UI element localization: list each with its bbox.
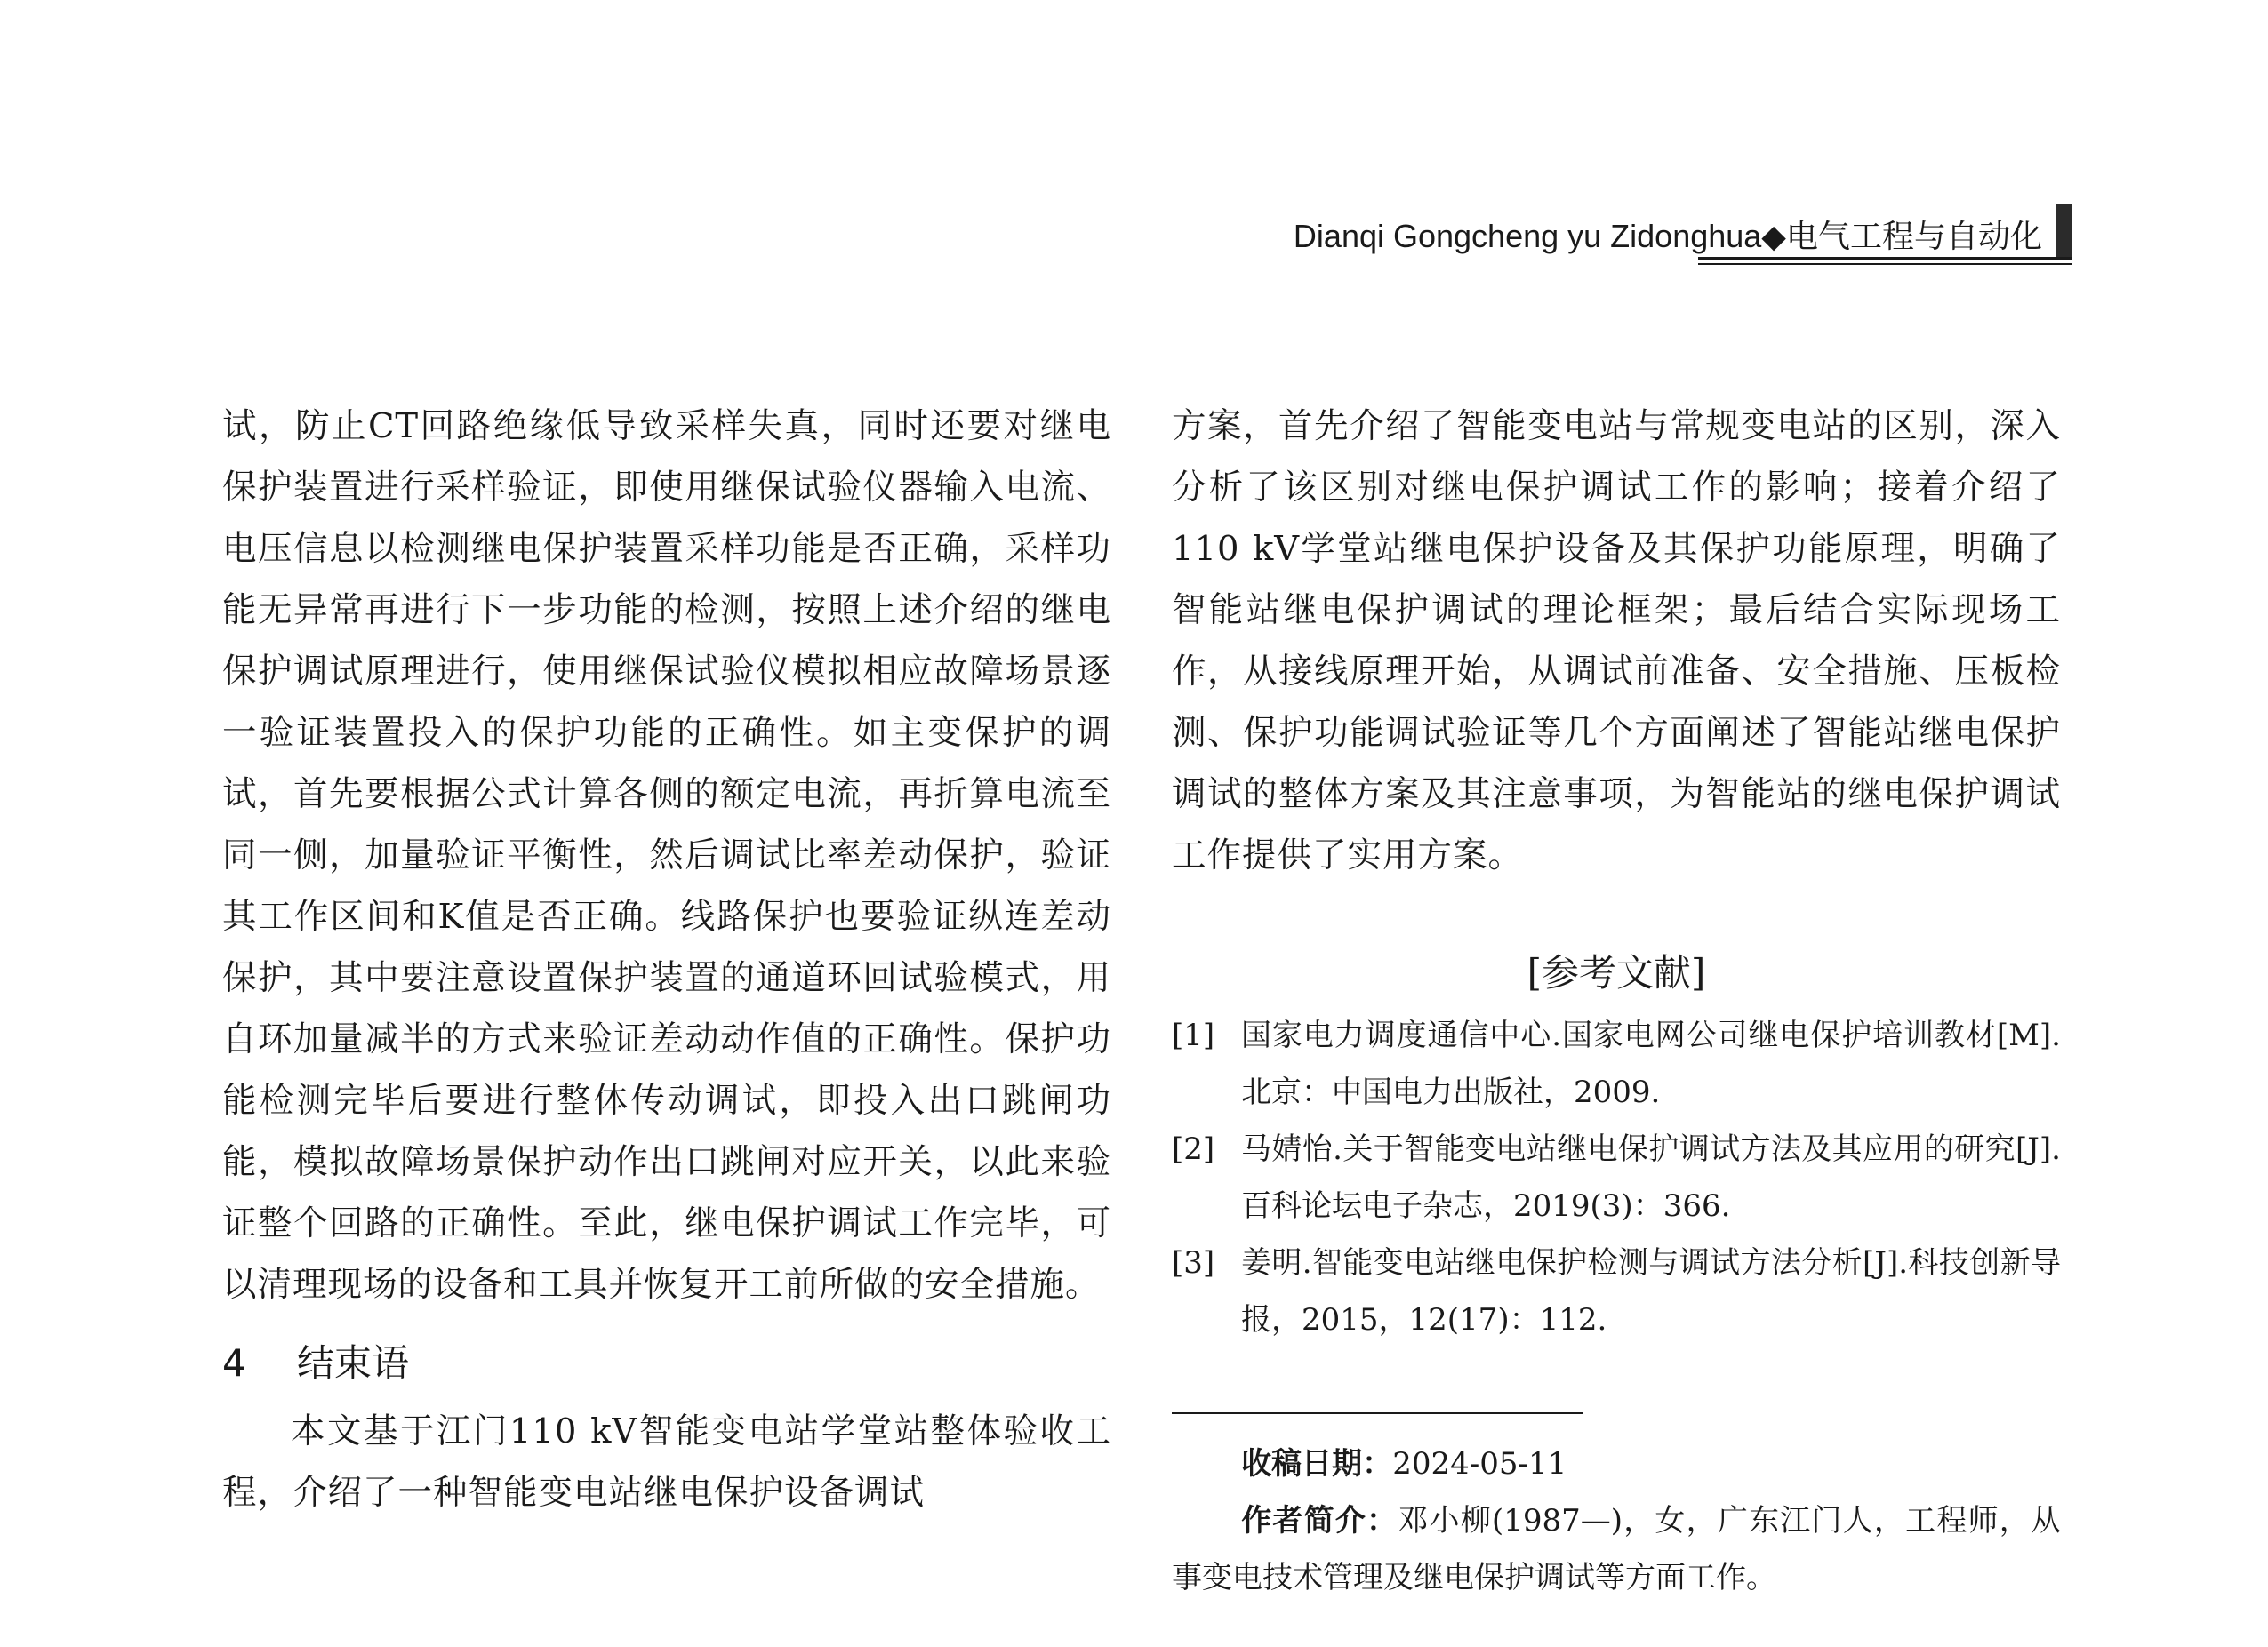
received-label: 收稿日期： bbox=[1241, 1446, 1393, 1482]
left-column bbox=[222, 396, 1111, 1523]
right-column bbox=[1172, 396, 2061, 1606]
conclusion-paragraph: 本文基于江门110 kV智能变电站学堂站整体验收工程，介绍了一种智能变电站继电保护设备调试 bbox=[222, 1411, 1111, 1513]
author-value: 邓小柳(1987—)，女，广东江门人，工程师，从事变电技术管理及继电保护调试等方面工作。 bbox=[1172, 1503, 2062, 1595]
received-date bbox=[1172, 1435, 2061, 1492]
author-label: 作者简介： bbox=[1241, 1503, 1398, 1539]
reference-number: [1] bbox=[1172, 1018, 1215, 1053]
received-value: 2024-05-11 bbox=[1392, 1446, 1567, 1482]
author-bio bbox=[1172, 1492, 2061, 1606]
reference-number: [3] bbox=[1172, 1245, 1215, 1281]
reference-item bbox=[1172, 1007, 2061, 1121]
reference-text: 马婧怡.关于智能变电站继电保护调试方法及其应用的研究[J].百科论坛电子杂志，2019(3)：366. bbox=[1241, 1131, 2061, 1224]
header-rule-thin bbox=[1698, 263, 2072, 265]
journal-title: Dianqi Gongcheng yu Zidonghua◆电气工程与自动化 bbox=[1293, 218, 2042, 254]
body-paragraph: 试，防止CT回路绝缘低导致采样失真，同时还要对继电保护装置进行采样验证，即使用继保试验仪器输入电流、电压信息以检测继电保护装置采样功能是否正确，采样功能无异常再进行下一步功能的检测，按照上述介绍的继电保护调试原理进行，使用继保试验仪模拟相应故障场景逐一验证装置投入的保护功能的正确性。如主变保护的调试，首先要根据公式计算各侧的额定电流，再折算电流至同一侧，加量验证平衡性，然后调试比率差动保护，验证其工作区间和K值是否正确。线路保护也要验证纵连差动保护，其中要注意设置保护装置的通道环回试验模式，用自环加量减半的方式来验证差动动作值的正确性。保护功能检测完毕后要进行整体传动调试，即投入出口跳闸功能，模拟故障场景保护动作出口跳闸对应开关，以此来验证整个回路的正确性。至此，继电保护调试工作完毕，可以清理现场的设备和工具并恢复开工前所做的安全措施。 bbox=[222, 406, 1111, 1305]
reference-number: [2] bbox=[1172, 1131, 1215, 1167]
reference-item bbox=[1172, 1235, 2061, 1348]
reference-text: 国家电力调度通信中心.国家电网公司继电保护培训教材[M].北京：中国电力出版社，2009. bbox=[1241, 1018, 2061, 1110]
reference-item bbox=[1172, 1121, 2061, 1235]
header-bar-mark bbox=[2056, 204, 2072, 258]
footnote-divider bbox=[1172, 1412, 1583, 1414]
reference-text: 姜明.智能变电站继电保护检测与调试方法分析[J].科技创新导报，2015，12(17)：112. bbox=[1241, 1245, 2061, 1338]
references-title: [参考文献] bbox=[1527, 951, 1706, 995]
section-number: 4 bbox=[222, 1341, 246, 1385]
body-paragraph-continued: 方案，首先介绍了智能变电站与常规变电站的区别，深入分析了该区别对继电保护调试工作的影响；接着介绍了110 kV学堂站继电保护设备及其保护功能原理，明确了智能站继电保护调试的理论框架；最后结合实际现场工作，从接线原理开始，从调试前准备、安全措施、压板检测、保护功能调试验证等几个方面阐述了智能站继电保护调试的整体方案及其注意事项，为智能站的继电保护调试工作提供了实用方案。 bbox=[1172, 406, 2061, 875]
section-heading bbox=[222, 1335, 1111, 1392]
section-title: 结束语 bbox=[297, 1341, 410, 1385]
header-rule bbox=[1698, 257, 2072, 260]
running-header bbox=[1182, 204, 2072, 267]
